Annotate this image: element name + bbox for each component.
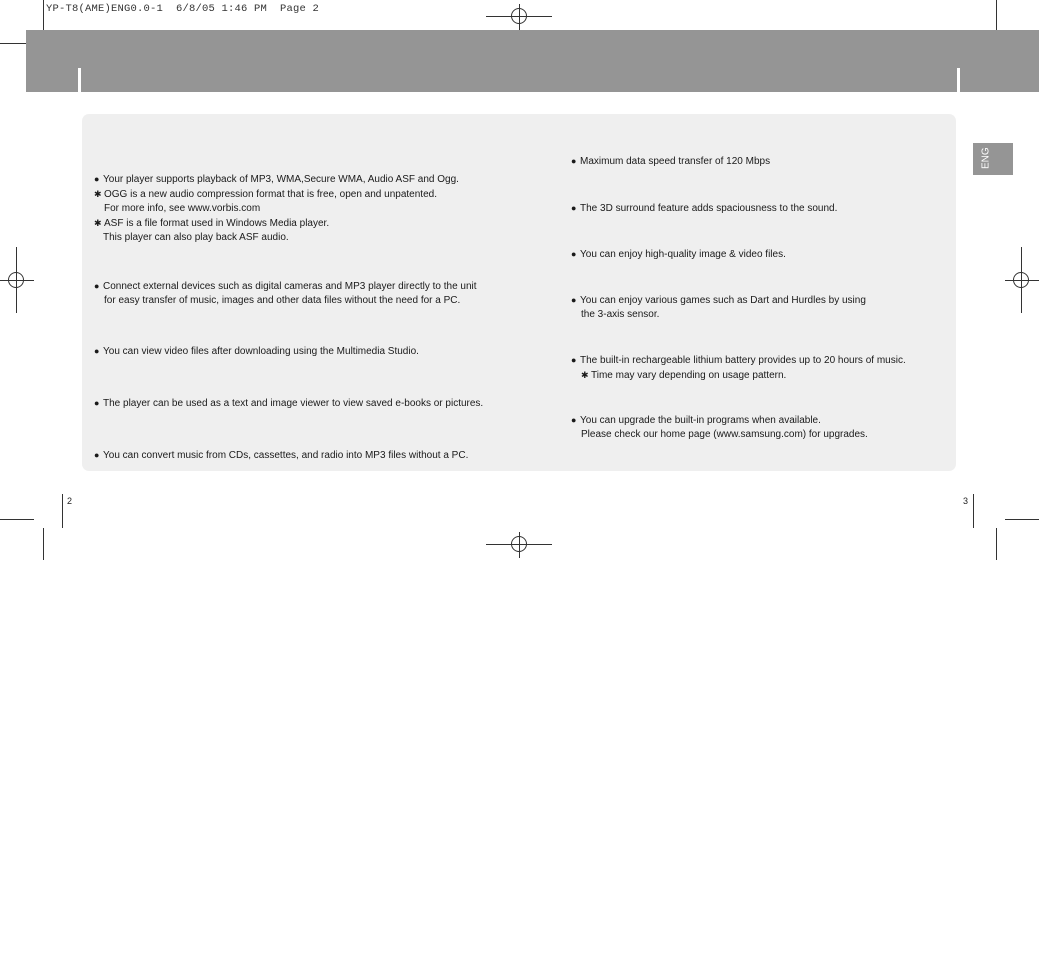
feature-item-upgrade bbox=[571, 413, 868, 442]
bullet-icon: ● bbox=[571, 249, 577, 259]
header-band-tick-right bbox=[957, 68, 960, 92]
bullet-icon: ● bbox=[94, 450, 100, 460]
bullet-icon: ● bbox=[571, 355, 577, 365]
note-text: ASF is a file format used in Windows Media player. bbox=[104, 218, 330, 229]
feature-text: Connect external devices such as digital cameras and MP3 player directly to the unit bbox=[103, 281, 477, 292]
feature-text: The player can be used as a text and image viewer to view saved e-books or pictures. bbox=[103, 398, 484, 409]
language-side-tab-label: ENG bbox=[980, 147, 992, 169]
feature-item-transfer-speed bbox=[571, 154, 770, 169]
note-continuation: For more info, see www.vorbis.com bbox=[104, 203, 261, 214]
header-band-tick-left bbox=[78, 68, 81, 92]
feature-item-battery bbox=[571, 353, 906, 383]
page-number-right-marker bbox=[973, 494, 974, 528]
page-number-left: 2 bbox=[67, 496, 73, 506]
bullet-icon: ● bbox=[571, 295, 577, 305]
feature-text: The 3D surround feature adds spaciousness to the sound. bbox=[580, 203, 838, 214]
page-number-right: 3 bbox=[963, 496, 969, 506]
page-number-left-marker bbox=[62, 494, 63, 528]
feature-text: You can enjoy high-quality image & video files. bbox=[580, 249, 786, 260]
note-text: Time may vary depending on usage pattern. bbox=[591, 370, 787, 381]
bullet-icon: ● bbox=[94, 346, 100, 356]
feature-item-text-viewer bbox=[94, 396, 483, 411]
print-slug: YP-T8(AME)ENG0.0-1 6/8/05 1:46 PM Page 2 bbox=[46, 3, 320, 15]
feature-text: You can convert music from CDs, cassettes, and radio into MP3 files without a PC. bbox=[103, 450, 469, 461]
asterisk-icon: ✱ bbox=[581, 370, 589, 380]
bullet-icon: ● bbox=[571, 156, 577, 166]
bullet-icon: ● bbox=[571, 203, 577, 213]
bullet-icon: ● bbox=[94, 281, 100, 291]
bullet-icon: ● bbox=[571, 415, 577, 425]
feature-continuation: for easy transfer of music, images and other data files without the need for a PC. bbox=[104, 295, 461, 306]
feature-text: Maximum data speed transfer of 120 Mbps bbox=[580, 156, 771, 167]
feature-text: You can upgrade the built-in programs when available. bbox=[580, 415, 821, 426]
feature-text: Your player supports playback of MP3, WMA,Secure WMA, Audio ASF and Ogg. bbox=[103, 174, 459, 185]
feature-item-convert bbox=[94, 448, 468, 463]
feature-text: You can view video files after downloading using the Multimedia Studio. bbox=[103, 346, 419, 357]
note-text: OGG is a new audio compression format that is free, open and unpatented. bbox=[104, 189, 437, 200]
feature-item-image-video bbox=[571, 247, 786, 262]
language-side-tab bbox=[973, 143, 1013, 175]
feature-continuation: the 3-axis sensor. bbox=[581, 309, 660, 320]
feature-continuation: Please check our home page (www.samsung.com) for upgrades. bbox=[581, 429, 868, 440]
note-continuation: This player can also play back ASF audio. bbox=[103, 232, 289, 243]
bullet-icon: ● bbox=[94, 398, 100, 408]
feature-item-external-devices bbox=[94, 279, 477, 308]
asterisk-icon: ✱ bbox=[94, 218, 102, 228]
feature-item-3d-surround bbox=[571, 201, 837, 216]
feature-item-games bbox=[571, 293, 866, 322]
feature-text: You can enjoy various games such as Dart and Hurdles by using bbox=[580, 295, 866, 306]
header-band bbox=[26, 30, 1039, 92]
bullet-icon: ● bbox=[94, 174, 100, 184]
feature-text: The built-in rechargeable lithium battery provides up to 20 hours of music. bbox=[580, 355, 906, 366]
feature-item-formats bbox=[94, 172, 459, 245]
feature-item-video bbox=[94, 344, 419, 359]
asterisk-icon: ✱ bbox=[94, 189, 102, 199]
